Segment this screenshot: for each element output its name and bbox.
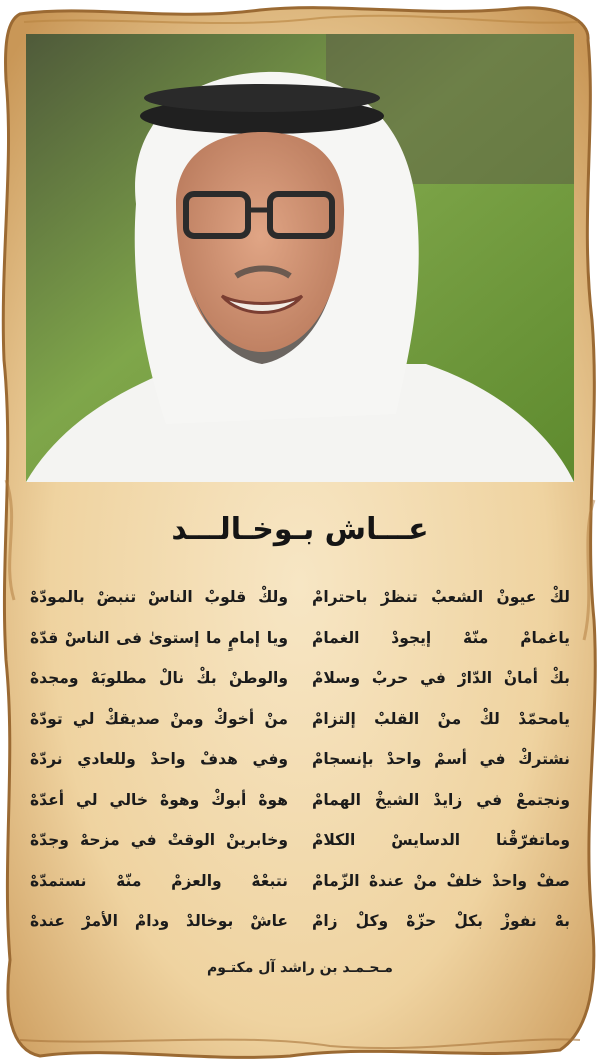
poem-verse: [30, 901, 570, 942]
verse-second-hemistich: وفي هدفْ واحدْ وللعادي نردّهْ: [30, 750, 288, 769]
verse-second-hemistich: نتبعْهْ والعزمْ منّهْ نستمدّهْ: [30, 871, 288, 890]
verse-first-hemistich: بكْ أمانْ الدّارْ في حربْ وسلامْ: [312, 669, 570, 688]
verse-first-hemistich: صفْ واحدْ خلفْ منْ عندهْ الزّمامْ: [312, 871, 570, 890]
verse-first-hemistich: وماتفرّقْنا الدسايسْ الكلامْ: [312, 831, 570, 850]
verse-first-hemistich: لكْ عيونْ الشعبْ تنظرْ باحترامْ: [312, 588, 570, 607]
verse-first-hemistich: بهْ نفوزْ بكلْ حزّهْ وكلْ زامْ: [312, 912, 570, 931]
poem-verse: [30, 820, 570, 861]
verse-second-hemistich: هوهْ أبوكْ وهوهْ خالي لي أعدّهْ: [30, 790, 288, 809]
verse-first-hemistich: يامحمّدْ لكْ منْ القلبْ إلتزامْ: [312, 709, 570, 728]
verse-first-hemistich: ياغمامْ منّهْ إيجودْ الغمامْ: [312, 628, 570, 647]
poem-verse: [30, 658, 570, 699]
poem-verse: [30, 780, 570, 821]
verse-first-hemistich: ونجتمعْ في زايدْ الشيخْ الهمامْ: [312, 790, 570, 809]
poem-body: [30, 577, 570, 942]
poem-verse: [30, 577, 570, 618]
verse-second-hemistich: والوطنْ بكْ نالْ مطلوبَهْ ومجدهْ: [30, 669, 288, 688]
poem-verse: [30, 739, 570, 780]
portrait-photo: [26, 34, 574, 482]
poem-verse: [30, 618, 570, 659]
verse-second-hemistich: ولكْ قلوبْ الناسْ تنبضْ بالمودّهْ: [30, 588, 288, 607]
verse-second-hemistich: ويا إمامٍ ما إستوىٰ فى الناسْ قدّهْ: [30, 628, 288, 647]
verse-second-hemistich: منْ أخوكْ ومنْ صديقكْ لي تودّهْ: [30, 709, 288, 728]
poet-signature: مـحـمـد بن راشد آل مكتـوم: [207, 959, 393, 976]
verse-second-hemistich: عاشْ بوخالدْ ودامْ الأمرْ عندهْ: [30, 912, 288, 931]
poem-section: [30, 490, 570, 976]
poem-title: عـــاش بـوخـالـــد: [171, 512, 429, 547]
verse-first-hemistich: نشتركْ في أسمْ واحدْ بإنسجامْ: [312, 750, 570, 769]
verse-second-hemistich: وخابرينْ الوقتْ في مزحهْ وجدّهْ: [30, 831, 288, 850]
poem-verse: [30, 699, 570, 740]
poem-verse: [30, 861, 570, 902]
